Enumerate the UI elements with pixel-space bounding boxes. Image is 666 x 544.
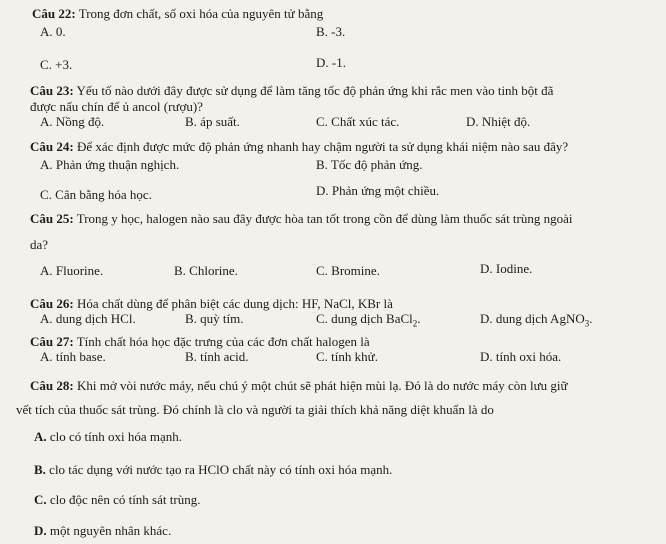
q22-option-a: A. 0. bbox=[40, 24, 66, 39]
question-25-stem-line2: da? bbox=[30, 237, 49, 252]
q25-option-b: B. Chlorine. bbox=[174, 263, 238, 278]
q25-option-a: A. Fluorine. bbox=[40, 263, 104, 278]
q25-option-c: C. Bromine. bbox=[316, 263, 380, 278]
question-25-number: Câu 25: bbox=[30, 211, 74, 226]
question-26-stem: Câu 26: Hóa chất dùng để phân biệt các dung dịch: HF, NaCl, KBr là bbox=[30, 296, 393, 311]
q22-option-d: D. -1. bbox=[316, 55, 346, 70]
question-27-number: Câu 27: bbox=[30, 334, 74, 349]
q25-option-d: D. Iodine. bbox=[480, 261, 533, 276]
q26-option-d: D. dung dịch AgNO$_3$. bbox=[480, 311, 593, 329]
q28-option-a: A. clo có tính oxi hóa mạnh. bbox=[34, 429, 183, 444]
q24-option-b: B. Tốc độ phản ứng. bbox=[316, 157, 423, 172]
q23-option-a: A. Nồng độ. bbox=[40, 114, 105, 129]
q28-option-c: C. clo độc nên có tính sát trùng. bbox=[34, 492, 201, 507]
question-22-number: Câu 22: bbox=[32, 6, 76, 21]
question-23-stem: Câu 23: Yếu tố nào dưới đây được sử dụng để làm tăng tốc độ phản ứng khi rắc men vào tinh bột đã bbox=[30, 83, 554, 98]
question-24-number: Câu 24: bbox=[30, 139, 74, 154]
q27-option-c: C. tính khử. bbox=[316, 349, 378, 364]
q28-option-d: D. một nguyên nhân khác. bbox=[34, 523, 172, 538]
question-28-stem-line2: vết tích của thuốc sát trùng. Đó chính là clo và người ta giải thích khả năng diệt khuẩn là do bbox=[16, 402, 494, 417]
question-27-stem: Câu 27: Tính chất hóa học đặc trưng của các đơn chất halogen là bbox=[30, 334, 370, 349]
q24-option-c: C. Cân bằng hóa học. bbox=[40, 187, 152, 202]
question-28-number: Câu 28: bbox=[30, 378, 74, 393]
q26-option-b: B. quỳ tím. bbox=[185, 311, 244, 326]
question-23-stem-line2: được nấu chín để ủ ancol (rượu)? bbox=[30, 99, 203, 114]
question-24-stem: Câu 24: Để xác định được mức độ phản ứng nhanh hay chậm người ta sử dụng khái niệm nào sau đây? bbox=[30, 139, 569, 154]
q28-option-b: B. clo tác dụng với nước tạo ra HClO chất này có tính oxi hóa mạnh. bbox=[34, 462, 393, 477]
q23-option-d: D. Nhiệt độ. bbox=[466, 114, 531, 129]
question-23-number: Câu 23: bbox=[30, 83, 74, 98]
q23-option-b: B. áp suất. bbox=[185, 114, 240, 129]
q27-option-a: A. tính base. bbox=[40, 349, 106, 364]
q22-option-c: C. +3. bbox=[40, 57, 73, 72]
question-25-stem: Câu 25: Trong y học, halogen nào sau đây được hòa tan tốt trong cồn để dùng làm thuốc sát trùng ngoài bbox=[30, 211, 573, 226]
question-22-stem: Câu 22: Trong đơn chất, số oxi hóa của nguyên tử bằng bbox=[32, 6, 324, 21]
q24-option-d: D. Phản ứng một chiều. bbox=[316, 183, 440, 198]
q27-option-b: B. tính acid. bbox=[185, 349, 249, 364]
q23-option-c: C. Chất xúc tác. bbox=[316, 114, 400, 129]
q26-option-a: A. dung dịch HCl. bbox=[40, 311, 136, 326]
q24-option-a: A. Phản ứng thuận nghịch. bbox=[40, 157, 180, 172]
q27-option-d: D. tính oxi hóa. bbox=[480, 349, 562, 364]
q26-option-c: C. dung dịch BaCl$_2$. bbox=[316, 311, 421, 329]
question-26-number: Câu 26: bbox=[30, 296, 74, 311]
question-28-stem: Câu 28: Khi mở vòi nước máy, nếu chú ý một chút sẽ phát hiện mùi lạ. Đó là do nước máy còn lưu giữ bbox=[30, 378, 568, 393]
q22-option-b: B. -3. bbox=[316, 24, 346, 39]
